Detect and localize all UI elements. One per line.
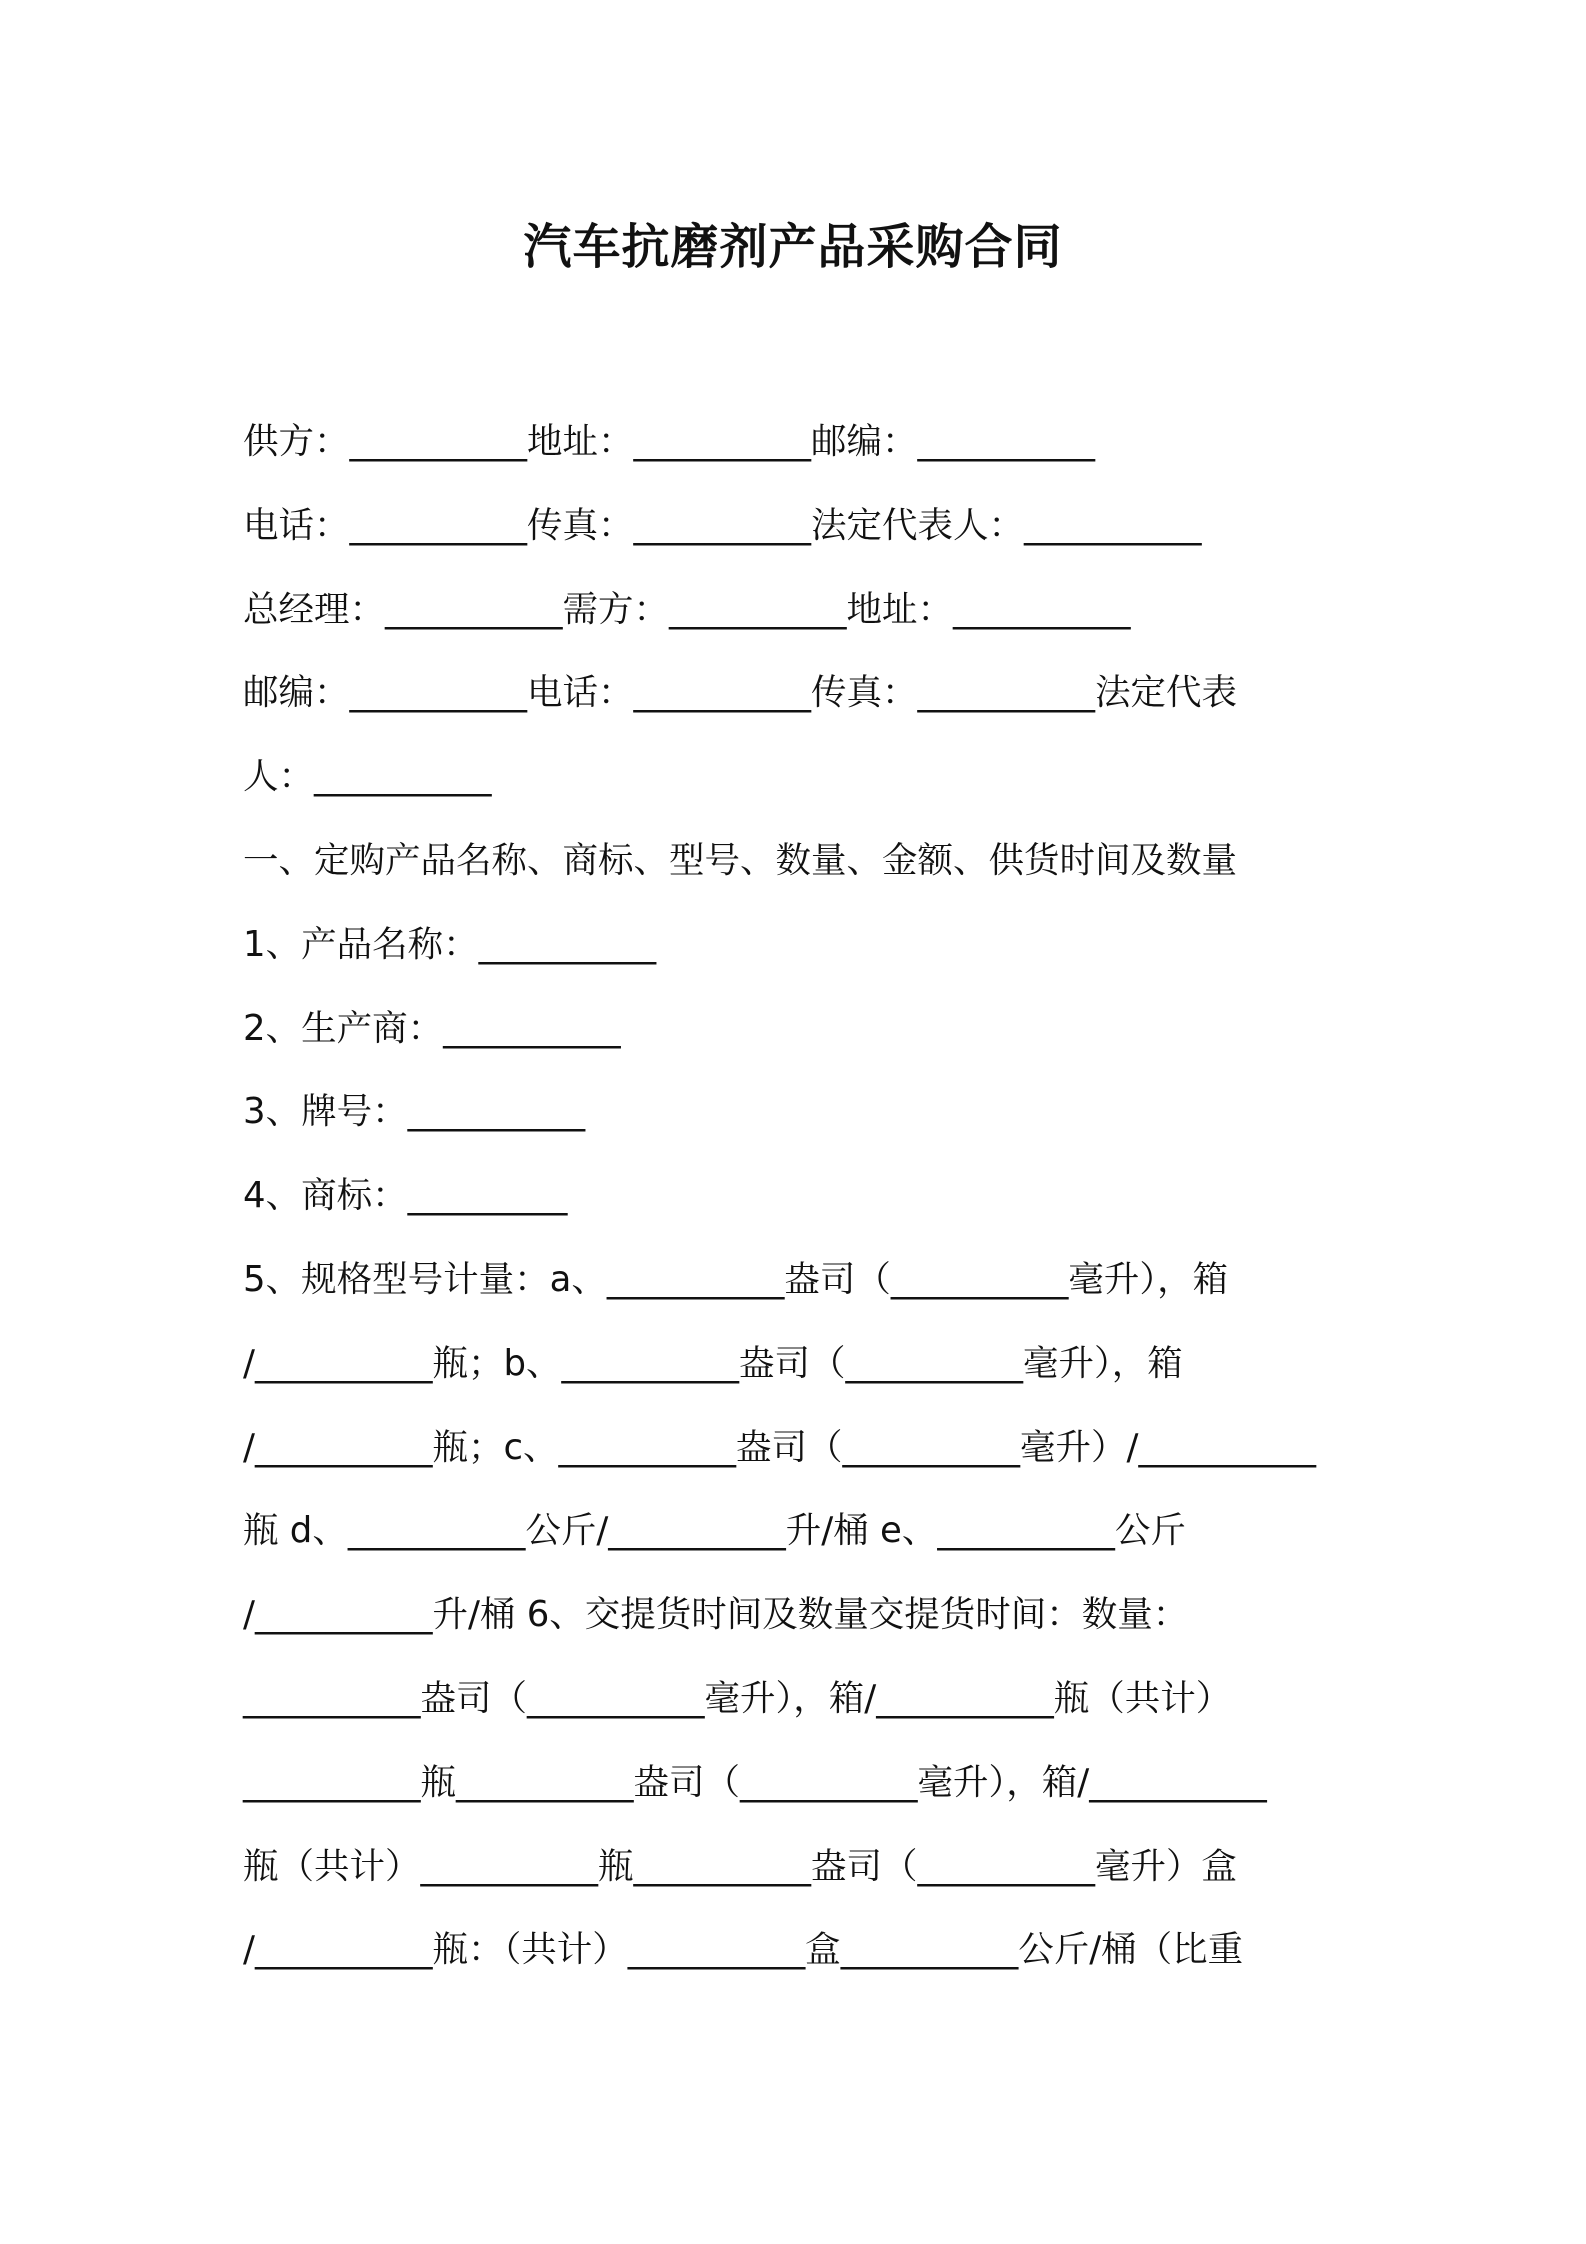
document-title: 汽车抗磨剂产品采购合同 xyxy=(523,219,1063,275)
clause-delivery-line-2: __________盎司（__________毫升），箱/__________瓶（共计） xyxy=(243,1677,1232,1719)
clause-delivery-line-5: /__________瓶：（共计）__________盒__________公斤/桶（比重 xyxy=(243,1929,1244,1971)
clause-brand-number: 3、牌号：__________ xyxy=(243,1091,586,1133)
clause-product-name: 1、产品名称：__________ xyxy=(243,923,657,965)
clause-specification-line-3: /__________瓶；c、__________盎司（__________毫升）/__________ xyxy=(243,1426,1316,1468)
supplier-info-line-1: 供方：__________地址：__________邮编：__________ xyxy=(243,421,1096,462)
clause-specification-line-1: 5、规格型号计量：a、__________盎司（__________毫升），箱 xyxy=(243,1258,1229,1300)
buyer-info-line-4: 邮编：__________电话：__________传真：__________法定代表 xyxy=(243,672,1238,714)
supplier-info-line-2: 电话：__________传真：__________法定代表人：__________ xyxy=(243,504,1202,546)
party-info-line-3: 总经理：__________需方：__________地址：__________ xyxy=(243,588,1131,630)
section-heading-1: 一、定购产品名称、商标、型号、数量、金额、供货时间及数量 xyxy=(243,839,1238,881)
buyer-info-line-5: 人：__________ xyxy=(243,756,492,798)
clause-specification-line-2: /__________瓶；b、__________盎司（__________毫升），箱 xyxy=(243,1342,1183,1384)
clause-delivery-line-1: /__________升/桶 6、交提货时间及数量交提货时间：数量： xyxy=(243,1594,1189,1636)
clause-manufacturer: 2、生产商：__________ xyxy=(243,1007,621,1049)
clause-trademark: 4、商标：_________ xyxy=(243,1175,568,1217)
clause-delivery-line-3: __________瓶__________盎司（__________毫升），箱/__________ xyxy=(243,1761,1267,1803)
clause-specification-line-4: 瓶 d、__________公斤/__________升/桶 e、__________公斤 xyxy=(243,1510,1186,1552)
contract-body xyxy=(243,408,1363,2000)
clause-delivery-line-4: 瓶（共计）__________瓶__________盎司（__________毫升）盒 xyxy=(243,1845,1238,1887)
